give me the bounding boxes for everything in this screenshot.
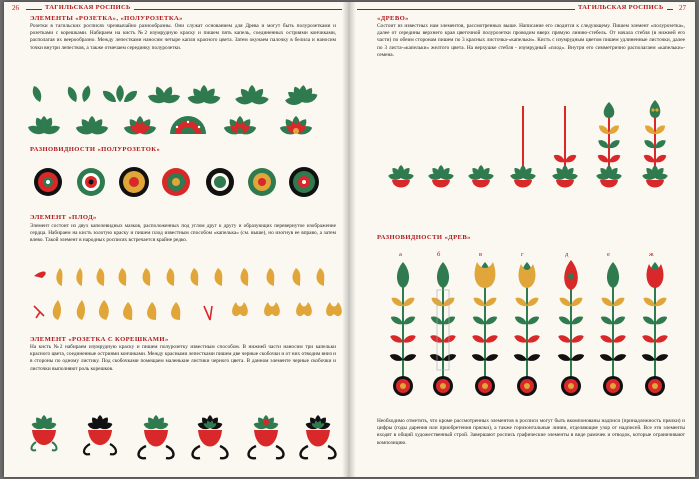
variant-rosette-6 [248,168,276,196]
left-page [4,2,348,477]
half-rosette-variants-figure [4,160,348,204]
rosette-step-4 [147,85,182,106]
tree-step-5 [552,106,579,188]
running-title: ТАГИЛЬСКАЯ РОСПИСЬ [42,4,134,11]
variant-rosette-1 [34,168,62,196]
section-heading-tree-variants: РАЗНОВИДНОСТИ «ДРЕВ» [377,234,471,241]
rosette-step-7 [285,85,319,106]
variant-rosette-5 [206,168,234,196]
tree-variant-b [429,262,457,396]
book-gutter [342,2,356,477]
rosette-step-2 [65,85,92,104]
tree-variant-a [389,262,417,396]
rosette-roots-step-1 [31,415,58,450]
rosette-step-9 [75,116,110,137]
rosette-step-13 [279,116,314,137]
rosette-step-10 [123,116,158,137]
rosette-step-8 [27,116,62,137]
variant-label-b: б [437,251,441,258]
paragraph-conclusion: Необходимо отметить, что кроме рассмотренных элементов в росписи могут быть вкомпонованы надписи (принадлежность прялки) и цифры (годы дарения или приобретения прялки), а также горизонтальные линии, отделяющие узор от надписей. Все эти элементы входят в общий художественный строй. Завершают роспись графические элементы в виде рамочек и отводок, которые ограничивают композицию. [377,418,685,446]
page-number: 26 [12,4,19,12]
tree-step-7 [642,100,669,188]
section-heading-rosette-roots: ЭЛЕМЕНТ «РОЗЕТКА С КОРЕШКАМИ» [30,336,169,343]
variant-label-e: е [607,251,611,258]
right-running-header [357,4,689,14]
rosette-steps-figure [4,78,348,138]
tree-step-4 [510,106,537,188]
tree-variants-figure [351,260,695,402]
tree-step-2 [428,165,455,188]
paragraph-tree: Состоит из известных нам элементов, рассмотренных выше. Написание его сводится к следующему. Пишем элемент «полурозетка», далее от середины верхнего края цветочной полурозетки проводим вверх прямую линию-стебель. От начала стебля (в нижней его части) по обеим сторонам пишем по 3 красных листочка-«капельки». Кисть с изумрудным цветом пишем удлиненные листочки, далее по 3 листа-«капельки» желтого цвета. На верхушке стебля - изумрудный «плод». Внутри его симметрично располагаем «капельки»-семена. [377,23,685,58]
variant-rosette-7 [289,167,319,197]
variant-label-zh: ж [649,251,654,258]
rosette-step-5 [187,85,222,106]
tree-step-6 [596,102,623,188]
rosette-step-1 [31,85,44,104]
section-heading-rosette: ЭЛЕМЕНТЫ «РОЗЕТКА», «ПОЛУРОЗЕТКА» [30,15,183,22]
paragraph-rosette-roots: На кисть №2 набираем изумрудную краску и пишем полурозетку известным способом. В нижней части наносим три капельки красного цвета, соединенные остриями кончиками. Между красными лепестками пишем две черные скобочки и от них отводим вниз и в стороны по одному листику. Под скобочками помещаем маленькие листики черного цвета. В данном элементе черные скобочки и листочки выполняют роль корешков. [30,344,336,372]
page-number: 27 [679,4,686,12]
left-running-header [12,4,342,14]
rosette-roots-figure [4,406,348,468]
variant-rosette-2 [77,168,105,196]
tree-step-1 [388,165,415,188]
running-title: ТАГИЛЬСКАЯ РОСПИСЬ [575,4,667,11]
variant-label-g: г [521,251,525,258]
rosette-step-6 [235,85,270,106]
paragraph-rosette: Розетки в тагильских росписях чрезвычайно разнообразны. Они служат основанием для Древа и могут быть полурозетками и розетками с корешками. Набираем на кисть №2 изумрудную краску и пишем пять капель, соединенных остриями кончиками, располагая их веерообразно. Между лепестками наносим четыре капли красного цвета. Затем окунаем палочку в белила и наносим точки внутри лепестков, а также отмечаем серединку полурозетки. [30,23,336,51]
paragraph-fruit: Элемент состоит из двух капелевидных мазков, расположенных под углом друг к другу и образующих перевернутое изображение сердца. Набираем на кисть золотую краску и пишем плод известным способом «капелька» (см. выше), но изогнув ее вправо, а затем влево. Такой элемент в народных росписях встречается крайне редко. [30,223,336,244]
tree-variant-g [513,262,541,396]
tree-variant-d [557,260,585,396]
rosette-roots-step-5 [249,415,284,458]
section-heading-half-rosette-variants: РАЗНОВИДНОСТИ «ПОЛУРОЗЕТОК» [30,146,161,153]
fruit-steps-figure [4,262,348,328]
rosette-roots-step-2 [84,415,116,454]
rosette-roots-step-3 [139,415,174,458]
rosette-step-3 [101,85,140,105]
rosette-step-11 [170,116,206,134]
variant-label-d: д [565,251,569,258]
variant-label-a: а [399,251,403,258]
variant-rosette-4 [162,168,190,196]
tree-variant-e [599,262,627,396]
rosette-step-12 [223,116,258,137]
section-heading-tree: «ДРЕВО» [377,15,409,22]
variant-rosette-3 [119,167,149,197]
rosette-roots-step-6 [301,415,336,458]
right-page [351,2,695,477]
tree-variant-v [471,262,499,396]
tree-step-3 [468,165,495,188]
fruit-row-1 [34,268,324,286]
rosette-roots-step-4 [193,415,228,458]
tree-steps-figure [351,92,695,202]
book-spread [4,2,695,477]
section-heading-fruit: ЭЛЕМЕНТ «ПЛОД» [30,214,97,221]
tree-variant-zh [641,262,669,396]
variant-label-v: в [479,251,483,258]
fruit-row-2 [34,300,342,320]
